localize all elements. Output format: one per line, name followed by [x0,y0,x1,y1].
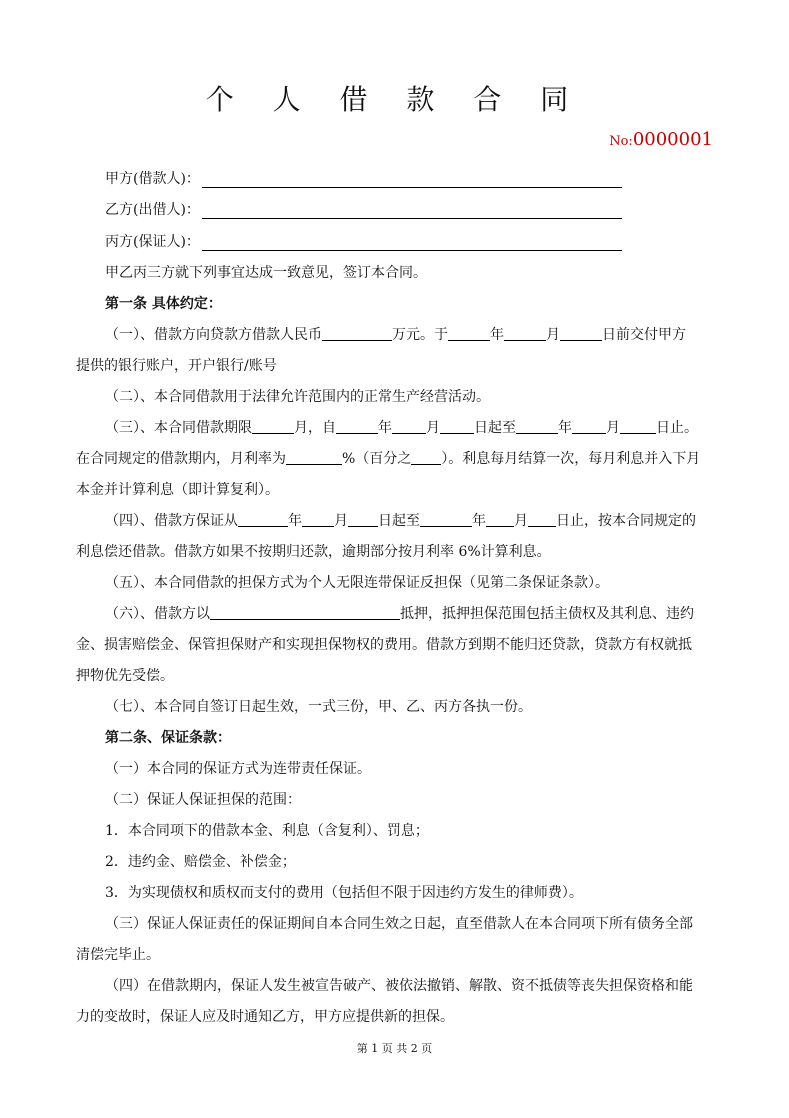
text: 日止。 [656,420,698,436]
blank [348,512,378,527]
text: 抵押，抵押担保范围包括主债权及其利息、违约 [400,606,694,622]
clause3-line3: 本金并计算利息（即计算复利）。 [76,482,279,498]
text: 月 [546,327,560,343]
guarantee-item2: 2．违约金、赔偿金、补偿金； [105,854,296,870]
guarantee-p1: （一）本合同的保证方式为连带责任保证。 [105,761,371,777]
blank [302,512,334,527]
article1-heading: 第一条 具体约定： [105,296,222,312]
text: （六）、借款方以 [105,606,210,622]
blank [336,419,378,434]
text: 日起至 [474,420,516,436]
blank [572,419,606,434]
text: （一）、借款方向贷款方借款人民币 [105,327,322,343]
clause4-line2: 利息偿还借款。借款方如果不按期归还款，逾期部分按月利率 6%计算利息。 [76,544,551,560]
text: 年 [558,420,572,436]
text: （四）、借款方保证从 [105,513,238,529]
blank [322,326,392,341]
text: 日前交付甲方 [602,327,686,343]
blank [504,326,546,341]
text: （三）、本合同借款期限 [105,420,252,436]
guarantee-p3-line1: （三）保证人保证责任的保证期间自本合同生效之日起，直至借款人在本合同项下所有债务全部 [105,916,693,932]
text: 月 [606,420,620,436]
clause4-line1 [105,510,696,530]
text: 万元。于 [392,327,448,343]
contract-number [609,129,713,150]
text: %（百分之 [342,451,412,467]
clause5: （五）、本合同借款的担保方式为个人无限连带保证反担保（见第二条保证条款）。 [105,575,609,591]
guarantee-p4-line1: （四）在借款期内，保证人发生被宣告破产、被依法撤销、解散、资不抵债等丧失担保资格和能 [105,978,693,994]
text: 年 [490,327,504,343]
blank [560,326,602,341]
guarantee-p3-line2: 清偿完毕止。 [76,947,160,963]
blank [392,419,426,434]
clause6-line3: 押物优先受偿。 [76,668,174,684]
borrower-blank [202,171,622,188]
blank [252,419,294,434]
blank [238,512,288,527]
lender-line [105,199,622,219]
clause7: （七）、本合同自签订日起生效，一式三份，甲、乙、丙方各执一份。 [105,699,532,715]
blank [516,419,558,434]
contract-number-label: No: [609,134,633,149]
blank [620,419,656,434]
text: 在合同规定的借款期内，月利率为 [76,451,286,467]
clause3-line1 [105,417,698,437]
blank [286,450,342,465]
guarantor-blank [202,234,622,251]
intro-text: 甲乙丙三方就下列事宜达成一致意见，签订本合同。 [105,265,427,281]
clause1-line2: 提供的银行账户，开户银行/账号 [76,358,277,374]
text: 年 [378,420,392,436]
text: ）。利息每月结算一次，每月利息并入下月 [441,451,701,467]
blank [210,605,400,620]
article2-heading: 第二条、保证条款： [105,730,231,746]
text: 日止，按本合同规定的 [556,513,696,529]
clause6-line1 [105,603,694,623]
text: 月 [514,513,528,529]
guarantee-item1: 1．本合同项下的借款本金、利息（含复利）、罚息； [105,823,429,839]
guarantor-line [105,231,622,251]
text: 月 [334,513,348,529]
blank [448,326,490,341]
guarantor-label: 丙方(保证人)： [105,234,200,250]
guarantee-p4-line2: 力的变故时，保证人应及时通知乙方，甲方应提供新的担保。 [76,1009,454,1025]
blank [440,419,474,434]
clause6-line2: 金、损害赔偿金、保管担保财产和实现担保物权的费用。借款方到期不能归还贷款，贷款方有权就抵 [76,637,692,653]
blank [411,450,441,465]
clause2: （二）、本合同借款用于法律允许范围内的正常生产经营活动。 [105,389,490,405]
lender-blank [202,202,622,219]
page-footer: 第 1 页 共 2 页 [356,1042,433,1055]
contract-number-value: 0000001 [632,129,713,150]
clause3-line2 [76,448,700,468]
guarantee-p2: （二）保证人保证担保的范围： [105,792,301,808]
borrower-label: 甲方(借款人)： [105,171,200,187]
text: 月，自 [294,420,336,436]
guarantee-item3: 3．为实现债权和质权而支付的费用（包括但不限于因违约方发生的律师费）。 [105,885,583,901]
blank [486,512,514,527]
contract-title: 个 人 借 款 合 同 [205,83,584,116]
lender-label: 乙方(出借人)： [105,202,200,218]
text: 年 [472,513,486,529]
blank [420,512,472,527]
text: 年 [288,513,302,529]
borrower-line [105,168,622,188]
clause1-line1 [105,324,686,344]
blank [528,512,556,527]
text: 月 [426,420,440,436]
text: 日起至 [378,513,420,529]
